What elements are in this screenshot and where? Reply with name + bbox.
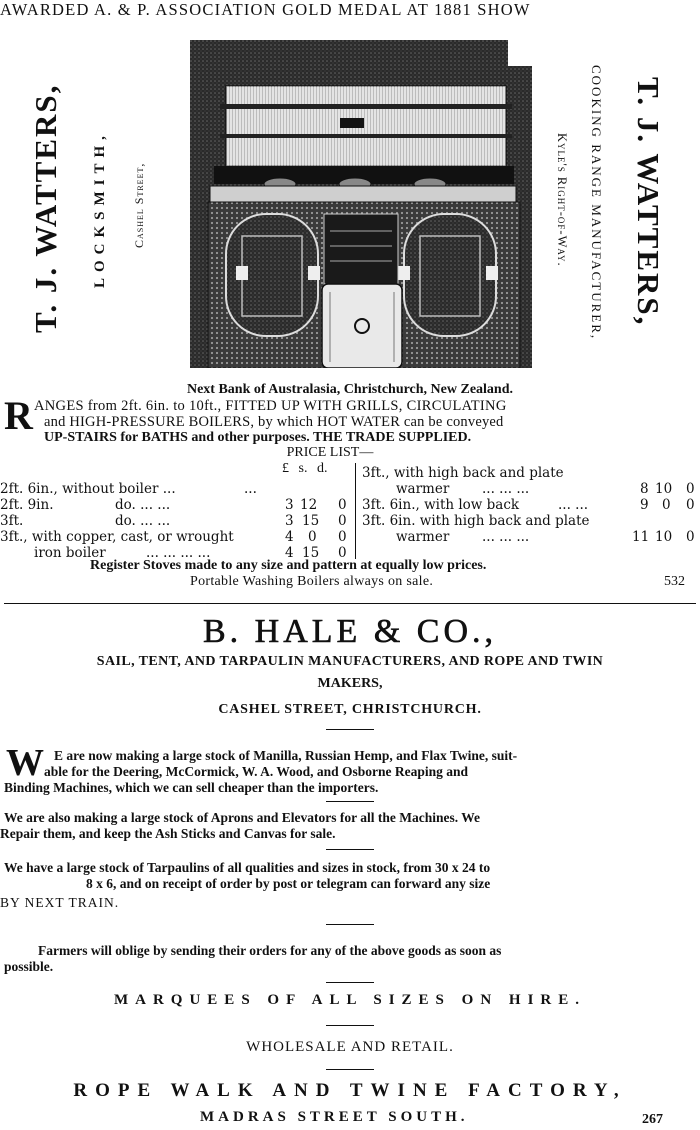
watters-address: Next Bank of Australasia, Christchurch, New Zealand.	[186, 382, 514, 397]
price-list-divider	[355, 463, 356, 559]
price-leader: do. ... ...	[115, 497, 171, 513]
price-row	[362, 513, 590, 529]
para1-line-3: Binding Machines, which we can sell cheaper than the importers.	[4, 780, 379, 795]
ranges-line-2: and HIGH-PRESSURE BOILERS, by which HOT WATER can be conveyed	[44, 414, 504, 430]
price-leader: ... ...	[558, 497, 589, 513]
divider-rule	[326, 924, 374, 925]
price-leader: ...	[244, 481, 257, 497]
price-label: warmer	[396, 529, 450, 545]
price-leader: ... ... ... ...	[146, 545, 211, 561]
price-label: warmer	[396, 481, 450, 497]
price-leader: ... ... ...	[482, 529, 530, 545]
amount-pounds: 9	[640, 497, 649, 513]
amount-shillings: 10	[655, 481, 673, 497]
price-row	[0, 529, 234, 545]
para3-line-1: We have a large stock of Tarpaulins of all qualities and sizes in stock, from 30 x 24 to	[4, 860, 491, 875]
price-row	[0, 497, 171, 513]
madras-street-line: MADRAS STREET SOUTH.	[200, 1109, 469, 1125]
watters-name-left: T. J. WATTERS,	[28, 83, 63, 333]
divider-rule	[326, 1025, 374, 1026]
price-row	[396, 529, 530, 545]
hale-ad-number: 267	[642, 1112, 663, 1127]
amount-shillings: 10	[655, 529, 673, 545]
ranges-dropcap: R	[4, 393, 33, 438]
hale-street: CASHEL STREET, CHRISTCHURCH.	[218, 702, 482, 717]
price-label: 3ft., with copper, cast, or wrought	[0, 529, 234, 545]
para2-line-1: We are also making a large stock of Aprons and Elevators for all the Machines. We	[4, 810, 481, 825]
amount-shillings: 0	[662, 497, 671, 513]
para3-line-3: BY NEXT TRAIN.	[0, 895, 120, 910]
wholesale-line: WHOLESALE AND RETAIL.	[246, 1039, 454, 1055]
cashel-street-label: Cashel Street,	[132, 162, 146, 248]
cooking-range-label: COOKING RANGE MANUFACTURER,	[589, 64, 604, 341]
price-label: 2ft. 9in.	[0, 497, 54, 513]
para4-line-1: Farmers will oblige by sending their orders for any of the above goods as soon as	[38, 943, 502, 958]
register-stoves-line: Register Stoves made to any size and pattern at equally low prices.	[90, 558, 487, 573]
hale-subtitle-2: MAKERS,	[317, 676, 383, 691]
amount-shillings: 15	[302, 513, 320, 529]
amount-pence: 0	[686, 481, 695, 497]
section-divider	[4, 603, 696, 604]
price-label: 3ft.	[0, 513, 24, 529]
para2-line-2: Repair them, and keep the Ash Sticks and Canvas for sale.	[0, 826, 336, 841]
price-row	[0, 513, 171, 529]
price-leader: ... ... ...	[482, 481, 530, 497]
locksmith-label: LOCKSMITH,	[92, 130, 108, 289]
price-label: 3ft., with high back and plate	[362, 465, 564, 481]
currency-header: £ s. d.	[282, 461, 328, 476]
portable-boilers-line: Portable Washing Boilers always on sale.	[190, 574, 434, 589]
cooking-range-illustration	[190, 36, 532, 368]
amount-pounds: 8	[640, 481, 649, 497]
marquees-line: MARQUEES OF ALL SIZES ON HIRE.	[113, 992, 586, 1008]
amount-pounds: 4	[285, 545, 294, 561]
price-row	[362, 497, 589, 513]
price-label: 3ft. 6in. with high back and plate	[362, 513, 590, 529]
amount-pounds: 4	[285, 529, 294, 545]
amount-pence: 0	[686, 497, 695, 513]
watters-name-right: T. J. WATTERS,	[631, 77, 666, 327]
amount-pence: 0	[338, 529, 347, 545]
award-header: AWARDED A. & P. ASSOCIATION GOLD MEDAL AT 1881 SHOW	[0, 0, 531, 19]
amount-shillings: 15	[302, 545, 320, 561]
para1-dropcap: W	[6, 742, 44, 784]
ranges-line-1: ANGES from 2ft. 6in. to 10ft., FITTED UP WITH GRILLS, CIRCULATING	[34, 398, 507, 414]
para3-line-2: 8 x 6, and on receipt of order by post or telegram can forward any size	[86, 876, 491, 891]
divider-rule	[326, 982, 374, 983]
watters-ad-number: 532	[664, 574, 685, 589]
price-label: 2ft. 6in., without boiler ...	[0, 481, 176, 497]
price-row	[396, 481, 530, 497]
hale-subtitle-1: SAIL, TENT, AND TARPAULIN MANUFACTURERS, AND ROPE AND TWIN	[96, 654, 604, 669]
amount-pounds: 3	[285, 513, 294, 529]
amount-shillings: 12	[300, 497, 318, 513]
para1-line-2: able for the Deering, McCormick, W. A. Wood, and Osborne Reaping and	[44, 764, 469, 779]
divider-rule	[326, 729, 374, 730]
range-engraving	[190, 36, 532, 368]
amount-pence: 0	[338, 497, 347, 513]
price-row	[362, 465, 564, 481]
hale-title: B. HALE & CO.,	[203, 613, 497, 650]
amount-shillings: 0	[308, 529, 317, 545]
para4-line-2: possible.	[4, 959, 54, 974]
divider-rule	[326, 1069, 374, 1070]
divider-rule	[326, 801, 374, 802]
price-row	[0, 481, 257, 497]
amount-pounds: 3	[285, 497, 294, 513]
price-label: 3ft. 6in., with low back	[362, 497, 520, 513]
amount-pence: 0	[686, 529, 695, 545]
ranges-line-3: UP-STAIRS for BATHS and other purposes. THE TRADE SUPPLIED.	[44, 430, 472, 445]
price-list-heading: PRICE LIST—	[286, 445, 374, 460]
price-label: iron boiler	[34, 545, 106, 561]
kyles-right-of-way-label: Kyle's Right-of-Way.	[555, 133, 569, 267]
para1-line-1: E are now making a large stock of Manilla, Russian Hemp, and Flax Twine, suit-	[54, 748, 518, 763]
rope-walk-line: ROPE WALK AND TWINE FACTORY,	[73, 1080, 627, 1101]
amount-pounds: 11	[632, 529, 650, 545]
divider-rule	[326, 849, 374, 850]
amount-pence: 0	[338, 513, 347, 529]
price-leader: do. ... ...	[115, 513, 171, 529]
amount-pence: 0	[338, 545, 347, 561]
